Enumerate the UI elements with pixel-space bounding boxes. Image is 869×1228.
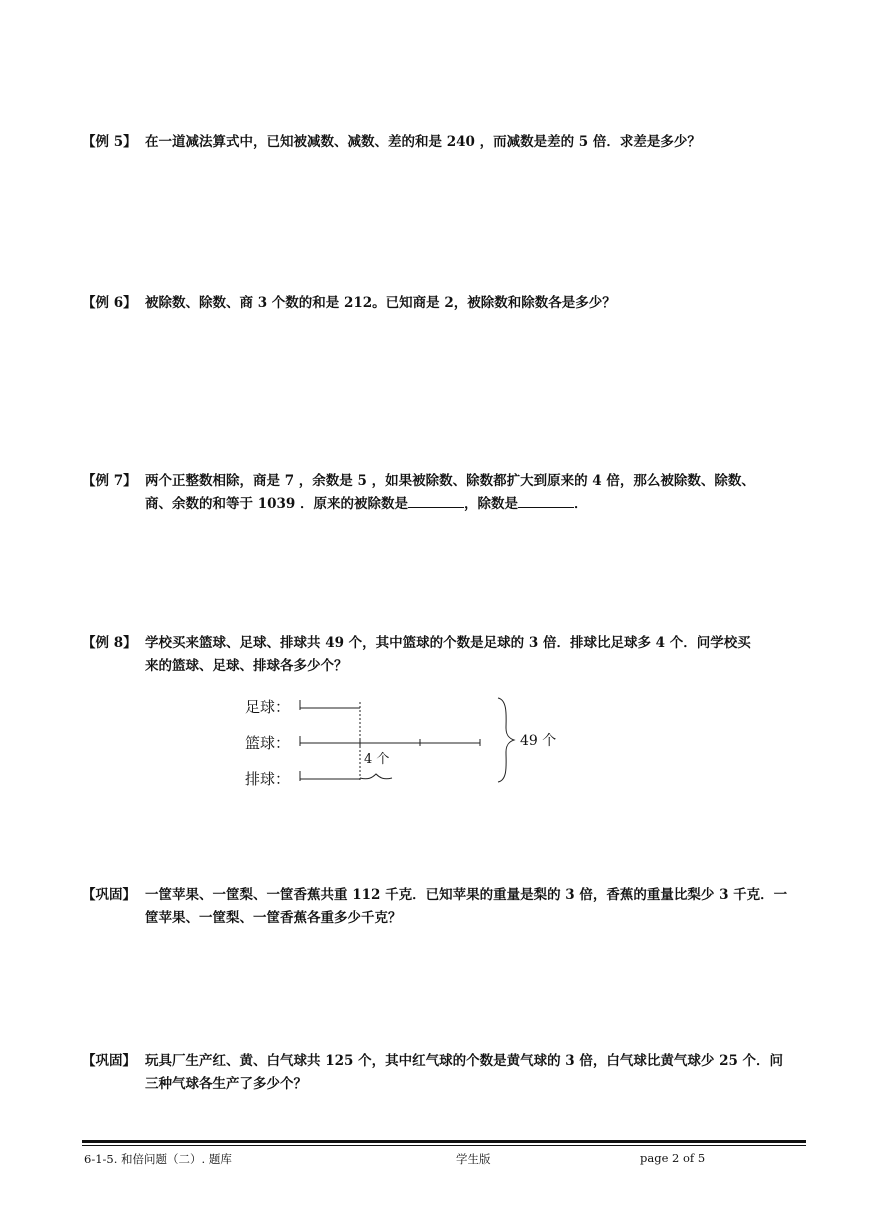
problem-text-line-1: 一筐苹果、一筐梨、一筐香蕉共重 112 千克．已知苹果的重量是梨的 3 倍，香蕉的重量比梨少 3 千克．一 (145, 887, 788, 903)
total-label: 49 个 (520, 733, 557, 749)
footer-page-number: page 2 of 5 (640, 1151, 706, 1165)
problem-tag: 【例 7】 (82, 473, 137, 489)
problem-text-line-2: 三种气球各生产了多少个？ (145, 1076, 307, 1092)
basketball-label: 篮球： (245, 734, 291, 752)
footer-rule-thin (82, 1145, 806, 1146)
line-segment-diagram (240, 688, 570, 798)
problem-text-line-2: 来的篮球、足球、排球各多少个？ (145, 658, 348, 674)
problem-example-6 (82, 292, 812, 315)
answer-blank-dividend[interactable] (408, 493, 464, 508)
volleyball-label: 排球： (245, 770, 291, 788)
problem-text-part: ，除数是 (463, 496, 518, 512)
problem-tag: 【例 5】 (82, 134, 137, 150)
answer-blank-divisor[interactable] (518, 493, 574, 508)
problem-example-7 (82, 470, 812, 516)
problem-tag: 【例 6】 (82, 295, 137, 311)
problem-text-line-1: 两个正整数相除，商是 7 ，余数是 5 ，如果被除数、除数都扩大到原来的 4 倍，那么被除数、除数、 (145, 473, 755, 489)
problem-text-line-1: 玩具厂生产红、黄、白气球共 125 个，其中红气球的个数是黄气球的 3 倍，白气球比黄气球少 25 个．问 (145, 1053, 784, 1069)
problem-text-part: 商、余数的和等于 1039 ．原来的被除数是 (145, 496, 408, 512)
problem-tag: 【巩固】 (82, 887, 136, 903)
problem-text-line-2: 筐苹果、一筐梨、一筐香蕉各重多少千克？ (145, 910, 402, 926)
segment-lines (240, 688, 570, 798)
footer-document-title: 6-1-5. 和倍问题（二）. 题库 (84, 1152, 232, 1166)
problem-text-line-1: 学校买来篮球、足球、排球共 49 个，其中篮球的个数是足球的 3 倍．排球比足球多 4 个．问学校买 (145, 635, 751, 651)
problem-example-5 (82, 131, 812, 154)
problem-text-line-2 (145, 493, 812, 516)
problem-text: 被除数、除数、商 3 个数的和是 212。已知商是 2，被除数和除数各是多少？ (145, 295, 616, 311)
extra-amount-label: 4 个 (364, 752, 390, 767)
football-label: 足球： (245, 698, 291, 716)
practice-problem-1 (82, 884, 812, 930)
problem-tag: 【巩固】 (82, 1053, 136, 1069)
problem-example-8 (82, 632, 812, 678)
problem-text-part: ． (573, 496, 588, 512)
practice-problem-2 (82, 1050, 812, 1096)
problem-tag: 【例 8】 (82, 635, 137, 651)
footer-rule (82, 1140, 806, 1143)
footer-edition: 学生版 (456, 1152, 491, 1166)
problem-text: 在一道减法算式中，已知被减数、减数、差的和是 240 ，而减数是差的 5 倍．求差是多少？ (145, 134, 701, 150)
